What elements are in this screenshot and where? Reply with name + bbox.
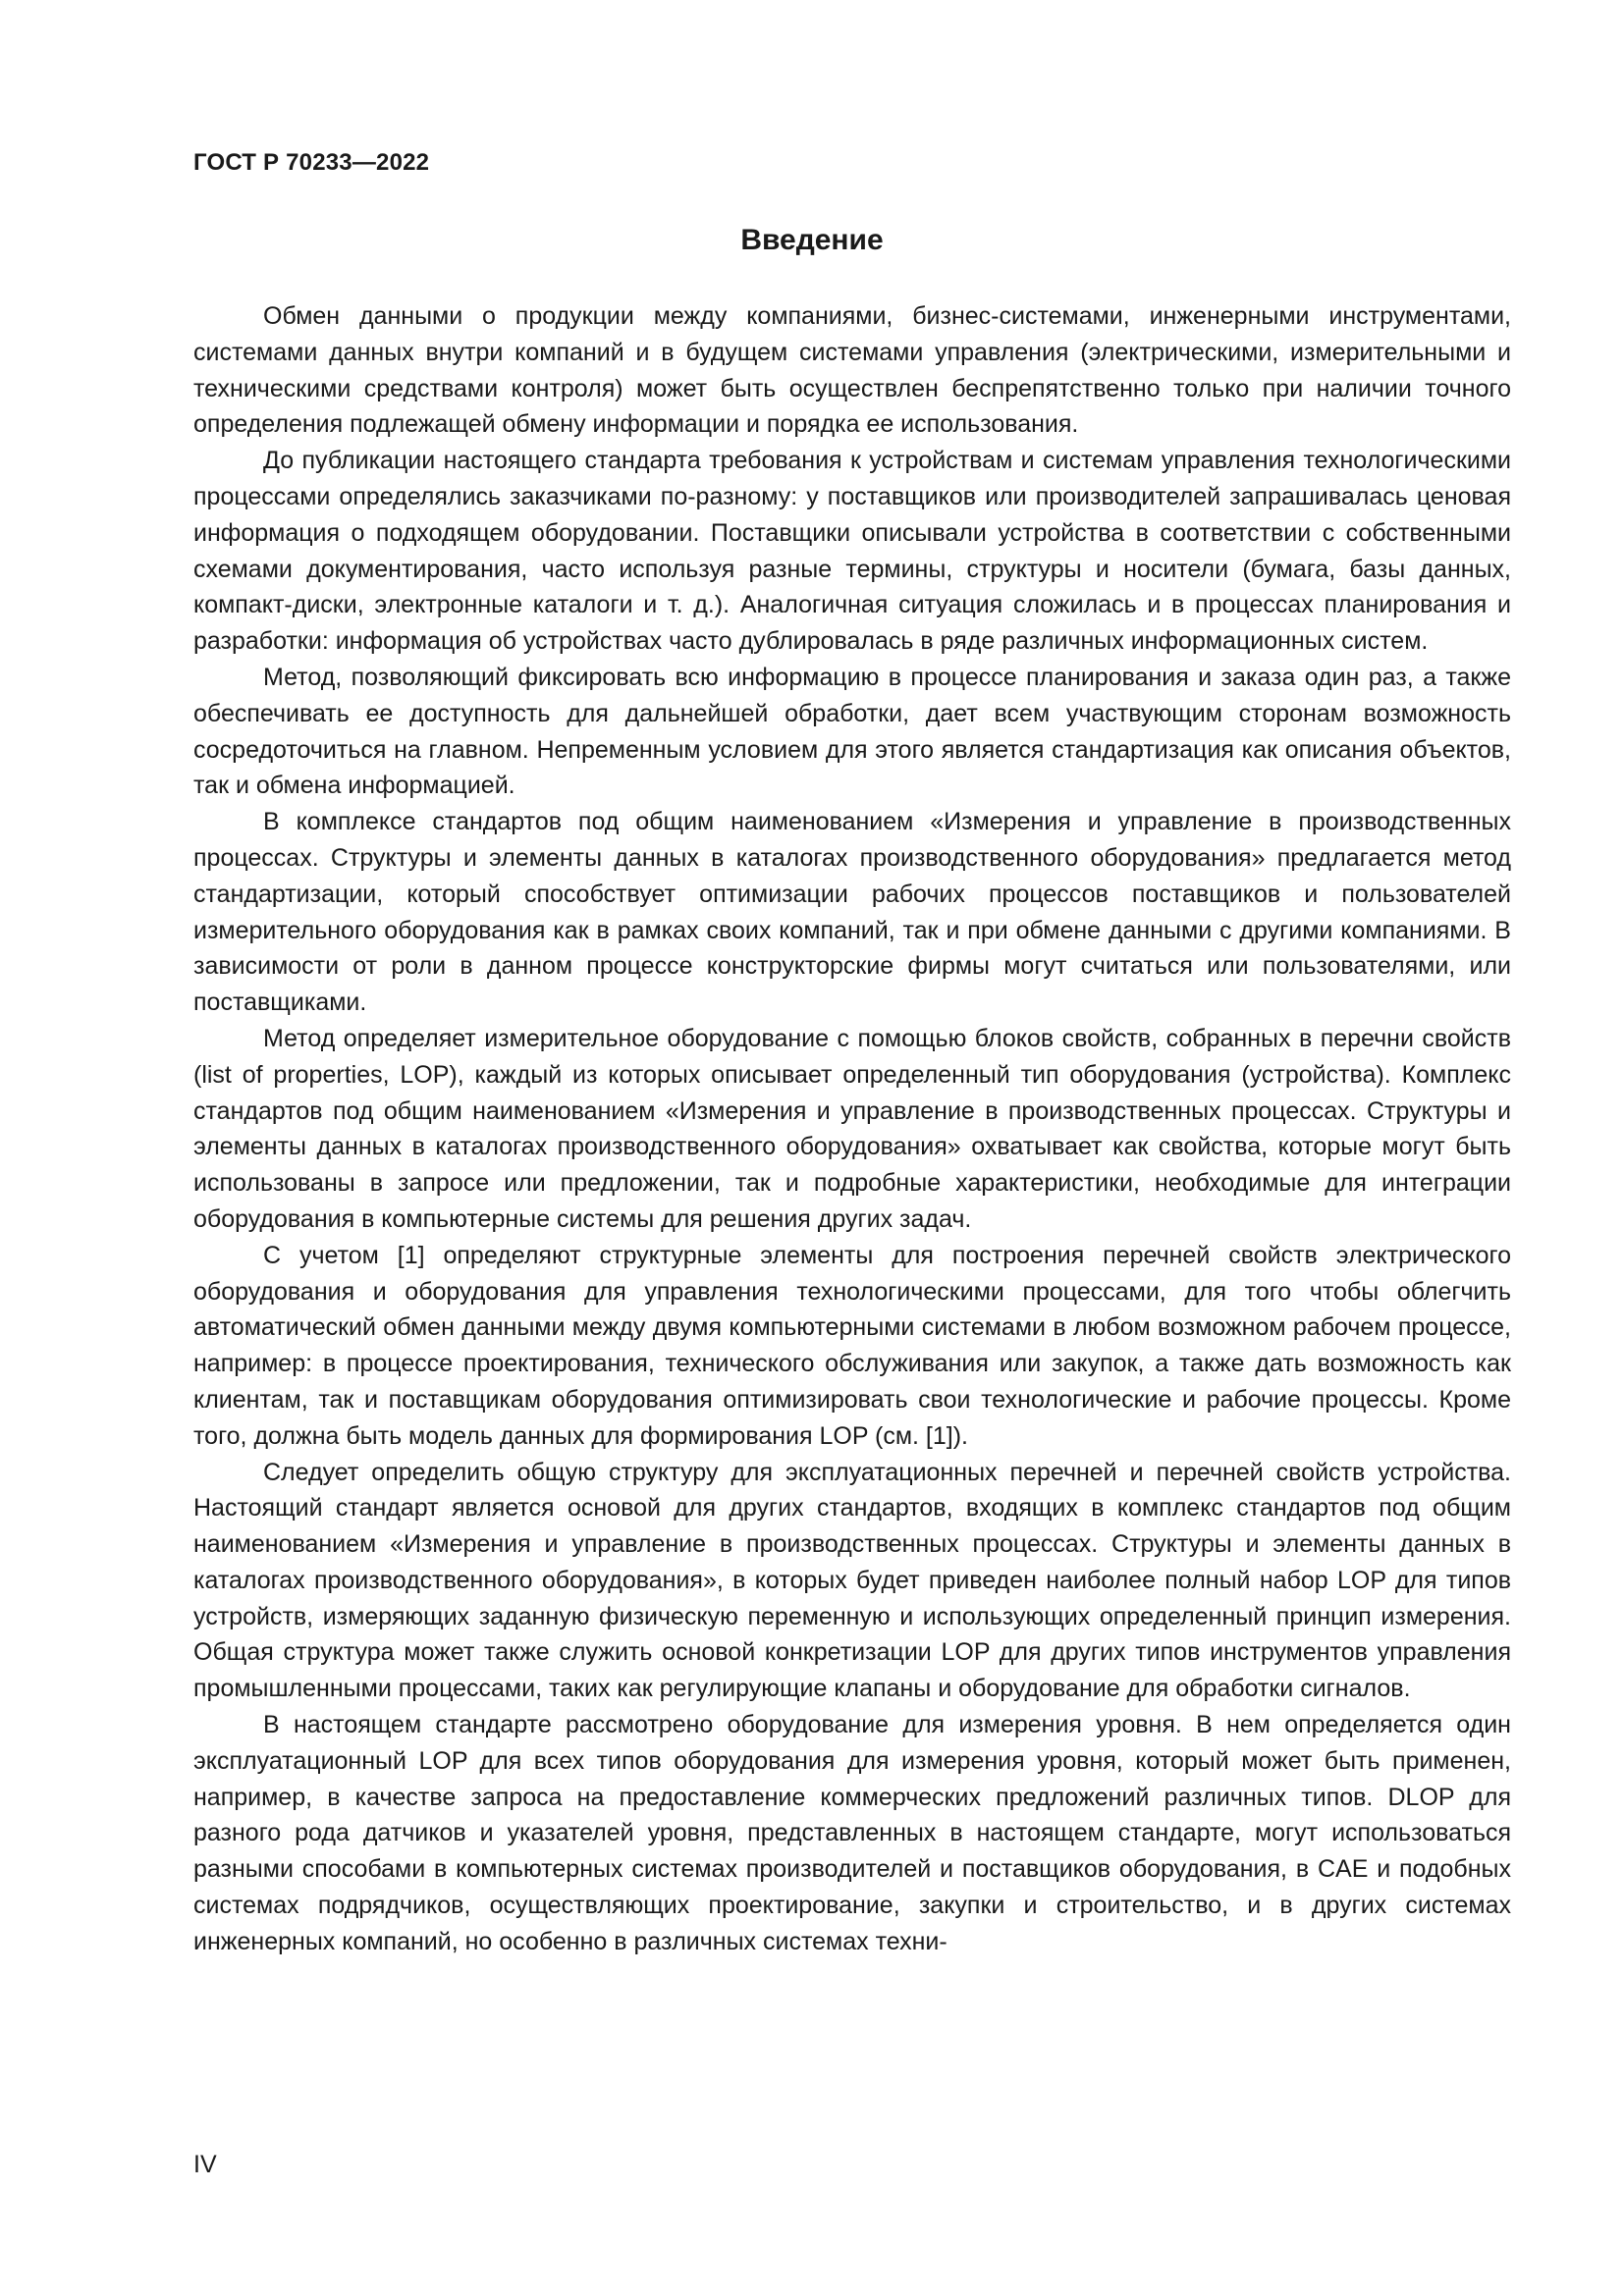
paragraph: Обмен данными о продукции между компаниями, бизнес-системами, инженерными инструментами, системами данных внутри компаний и в будущем системами управления (электрическими, измерительными и техническими средствами контроля) может быть осуществлен беспрепятственно только при наличии точного определения подлежащей обмену информации и порядка ее использования.: [193, 302, 1511, 439]
paragraph: В настоящем стандарте рассмотрено оборудование для измерения уровня. В нем определяется один эксплуатационный LOP для всех типов оборудования для измерения уровня, который может быть применен, например, в качестве запроса на предоставление коммерческих предложений различных типов. DLOP для разного рода датчиков и указателей уровня, представленных в настоящем стандарте, могут использоваться разными способами в компьютерных системах производителей и поставщиков оборудования, в CAE и подобных системах подрядчиков, осуществляющих проектирование, закупки и строительство, и в других системах инженерных компаний, но особенно в различных системах техни-: [193, 1711, 1511, 1955]
paragraph: Метод, позволяющий фиксировать всю информацию в процессе планирования и заказа один раз, а также обеспечивать ее доступность для дальнейшей обработки, дает всем участвующим сторонам возможность сосредоточиться на главном. Непременным условием для этого является стандартизация как описания объектов, так и обмена информацией.: [193, 663, 1511, 800]
paragraph: До публикации настоящего стандарта требования к устройствам и системам управления технологическими процессами определялись заказчиками по-разному: у поставщиков или производителей запрашивалась ценовая информация о подходящем оборудовании. Поставщики описывали устройства в соответствии с собственными схемами документирования, часто используя разные термины, структуры и носители (бумага, базы данных, компакт-диски, электронные каталоги и т. д.). Аналогичная ситуация сложилась и в процессах планирования и разработки: информация об устройствах часто дублировалась в ряде различных информационных систем.: [193, 447, 1511, 656]
page-number: IV: [193, 2151, 217, 2178]
paragraph: В комплексе стандартов под общим наименованием «Измерения и управление в производственных процессах. Структуры и элементы данных в каталогах производственного оборудования» предлагается метод стандартизации, который способствует оптимизации рабочих процессов поставщиков и пользователей измерительного оборудования как в рамках своих компаний, так и при обмене данными с другими компаниями. В зависимости от роли в данном процессе конструкторские фирмы могут считаться или пользователями, или поставщиками.: [193, 808, 1511, 1017]
paragraph: С учетом [1] определяют структурные элементы для построения перечней свойств электрического оборудования и оборудования для управления технологическими процессами, для того чтобы облегчить автоматический обмен данными между двумя компьютерными системами в любом возможном рабочем процессе, например: в процессе проектирования, технического обслуживания или закупок, а также дать возможность как клиентам, так и поставщикам оборудования оптимизировать свои технологические и рабочие процессы. Кроме того, должна быть модель данных для формирования LOP (см. [1]).: [193, 1241, 1511, 1450]
paragraph: Метод определяет измерительное оборудование с помощью блоков свойств, собранных в перечни свойств (list of properties, LOP), каждый из которых описывает определенный тип оборудования (устройства). Комплекс стандартов под общим наименованием «Измерения и управление в производственных процессах. Структуры и элементы данных в каталогах производственного оборудования» охватывает как свойства, которые могут быть использованы в запросе или предложении, так и подробные характеристики, необходимые для интеграции оборудования в компьютерные системы для решения других задач.: [193, 1024, 1511, 1233]
standard-code-header: ГОСТ Р 70233—2022: [193, 149, 430, 176]
paragraph: Следует определить общую структуру для эксплуатационных перечней и перечней свойств устройства. Настоящий стандарт является основой для других стандартов, входящих в комплекс стандартов под общим наименованием «Измерения и управление в производственных процессах. Структуры и элементы данных в каталогах производственного оборудования», в которых будет приведен наиболее полный набор LOP для типов устройств, измеряющих заданную физическую переменную и использующих определенный принцип измерения. Общая структура может также служить основой конкретизации LOP для других типов инструментов управления промышленными процессами, таких как регулирующие клапаны и оборудование для обработки сигналов.: [193, 1458, 1511, 1703]
section-title: Введение: [740, 224, 884, 256]
body-text: [193, 298, 1511, 1960]
